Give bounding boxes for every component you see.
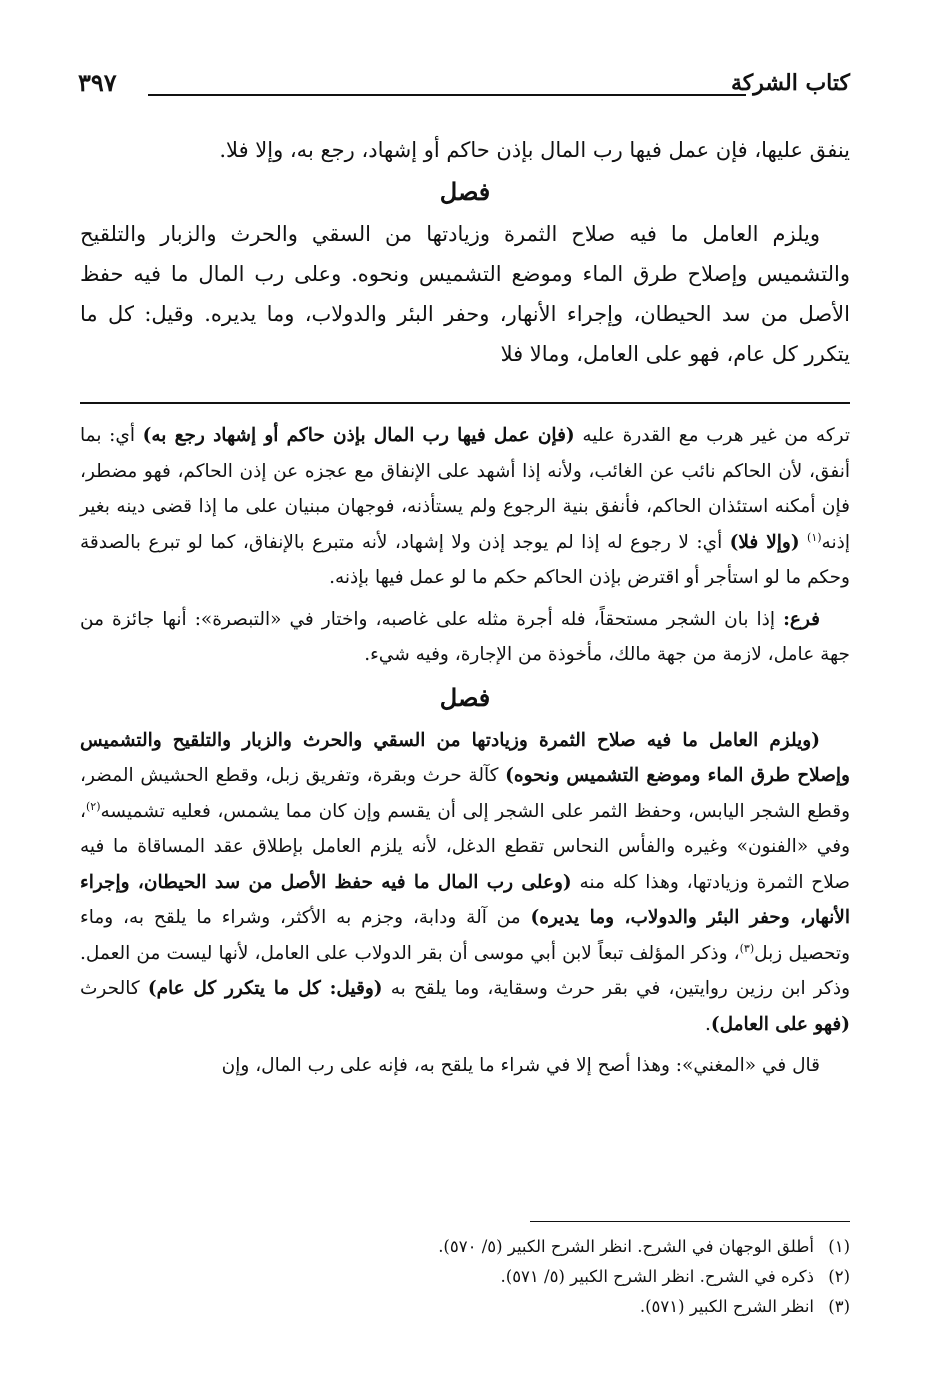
text-commentary-divider <box>80 402 850 404</box>
main-text <box>80 130 850 374</box>
header-rule <box>148 94 746 96</box>
running-header <box>78 68 850 102</box>
commentary-paragraph <box>80 418 850 596</box>
commentary-text <box>800 532 807 553</box>
quoted-matn: (ويلزم العامل ما فيه صلاح الثمرة وزيادتها من السقي والحرث والزبار والتلقيح والتشميس وإصلاح طرق الماء وموضع التشميس ونحوه) <box>80 729 850 786</box>
commentary-text: أي: بما أنفق، لأن الحاكم نائب عن الغائب، ولأنه إذا أشهد على الإنفاق مع عجزه عن إذن الحاكم، فهو مضطر، فإن أمكنه استئذان الحاكم، فأنفق بنية الرجوع ولم يستأذنه، فوجهان مبنيان على ما إذا قضى دينه بغير إذنه <box>80 425 850 553</box>
footnote-number: (٢) <box>828 1267 850 1286</box>
footnote-ref[interactable]: (٣) <box>739 941 755 955</box>
commentary-text: تركه من غير هرب مع القدرة عليه <box>574 425 850 446</box>
branch-label: فرع: <box>783 608 820 630</box>
commentary-text: ، وفي «الفنون» وغيره والفأس النحاس تقطع الدغل، لأنه يلزم العامل بإطلاق عقد المساقاة ما فيه صلاح الثمرة وزيادتها، وهذا كله منه <box>80 800 850 893</box>
main-text-paragraph: ويلزم العامل ما فيه صلاح الثمرة وزيادتها من السقي والحرث والزبار والتلقيح والتشميس وإصلاح طرق الماء وموضع التشميس ونحوه. وعلى رب المال ما فيه حفظ الأصل من سد الحيطان، وإجراء الأنهار، وحفر البئر والدولاب، وما يديره. وقيل: كل ما يتكرر كل عام، فهو على العامل، ومالا فلا <box>80 222 850 366</box>
quoted-matn: (وقيل: كل ما يتكرر كل عام) <box>147 978 383 999</box>
commentary-text: ، وذكر المؤلف تبعاً لابن أبي موسى أن بقر الدولاب على العامل، لأنها ليست من العمل. وذكر ابن رزين روايتين، في بقر حرث وسقاية، وما يلقح به <box>80 942 850 999</box>
quoted-matn: (وإلا فلا) <box>729 531 800 553</box>
section-heading: فصل <box>439 177 491 206</box>
footnote <box>80 1262 850 1292</box>
quoted-matn: (فهو على العامل) <box>710 1013 850 1035</box>
commentary <box>80 418 850 1084</box>
commentary-paragraph <box>80 723 850 1043</box>
chapter-title: كتاب الشركة <box>730 70 850 96</box>
commentary-paragraph: قال في «المغني»: وهذا أصح إلا في شراء ما يلقح به، فإنه على رب المال، وإن <box>221 1055 820 1076</box>
commentary-paragraph <box>80 602 850 673</box>
section-heading: فصل <box>439 682 491 712</box>
commentary-text: كآلة حرث وبقرة، وتفريق زبل، وقطع الحشيش المضر، وقطع الشجر اليابس، وحفظ الثمر على الشجر إلى أن يقسم وإن كان مما يشمس، فعليه تشميسه <box>80 765 850 822</box>
footnote-number: (١) <box>828 1237 850 1256</box>
footnotes <box>80 1232 850 1322</box>
footnote-text: أطلق الوجهان في الشرح. انظر الشرح الكبير (٥/ ٥٧٠). <box>438 1237 814 1256</box>
commentary-text: أي: لا رجوع له إذا لم يوجد إذن ولا إشهاد، لأنه متبرع بالإنفاق، كما لو تبرع بالصدقة وحكم ما لو استأجر أو اقترض بإذن الحاكم حكم ما لو عمل فيها بإذنه. <box>80 531 850 588</box>
footnote-rule <box>530 1221 850 1222</box>
main-text-line: ينفق عليها، فإن عمل فيها رب المال بإذن حاكم أو إشهاد، رجع به، وإلا فلا. <box>219 138 850 162</box>
footnote-text: انظر الشرح الكبير (٥٧١). <box>639 1297 814 1316</box>
footnote <box>80 1292 850 1322</box>
footnote-ref[interactable]: (٢) <box>85 799 101 813</box>
footnote-ref[interactable]: (١) <box>807 530 822 544</box>
quoted-matn: (فإن عمل فيها رب المال بإذن حاكم أو إشهاد رجع به) <box>142 425 575 446</box>
commentary-text: . <box>704 1013 711 1035</box>
footnote-number: (٣) <box>828 1297 850 1316</box>
footnote <box>80 1232 850 1262</box>
quoted-matn: (وعلى رب المال ما فيه حفظ الأصل من سد الحيطان، وإجراء الأنهار، وحفر البئر والدولاب، وما يديره) <box>80 871 850 928</box>
footnote-text: ذكره في الشرح. انظر الشرح الكبير (٥/ ٥٧١). <box>500 1267 814 1286</box>
commentary-text: من آلة ودابة، وجزم به الأكثر، وشراء ما يلقح به، وماء وتحصيل زبل <box>80 907 850 964</box>
page-number: ٣٩٧ <box>78 68 117 97</box>
commentary-text: كالحرث <box>80 978 148 999</box>
commentary-text: إذا بان الشجر مستحقاً، فله أجرة مثله على غاصبه، واختار في «التبصرة»: أنها جائزة من جهة عامل، لازمة من جهة مالك، مأخوذة من الإجارة، وفيه شيء. <box>80 608 850 665</box>
